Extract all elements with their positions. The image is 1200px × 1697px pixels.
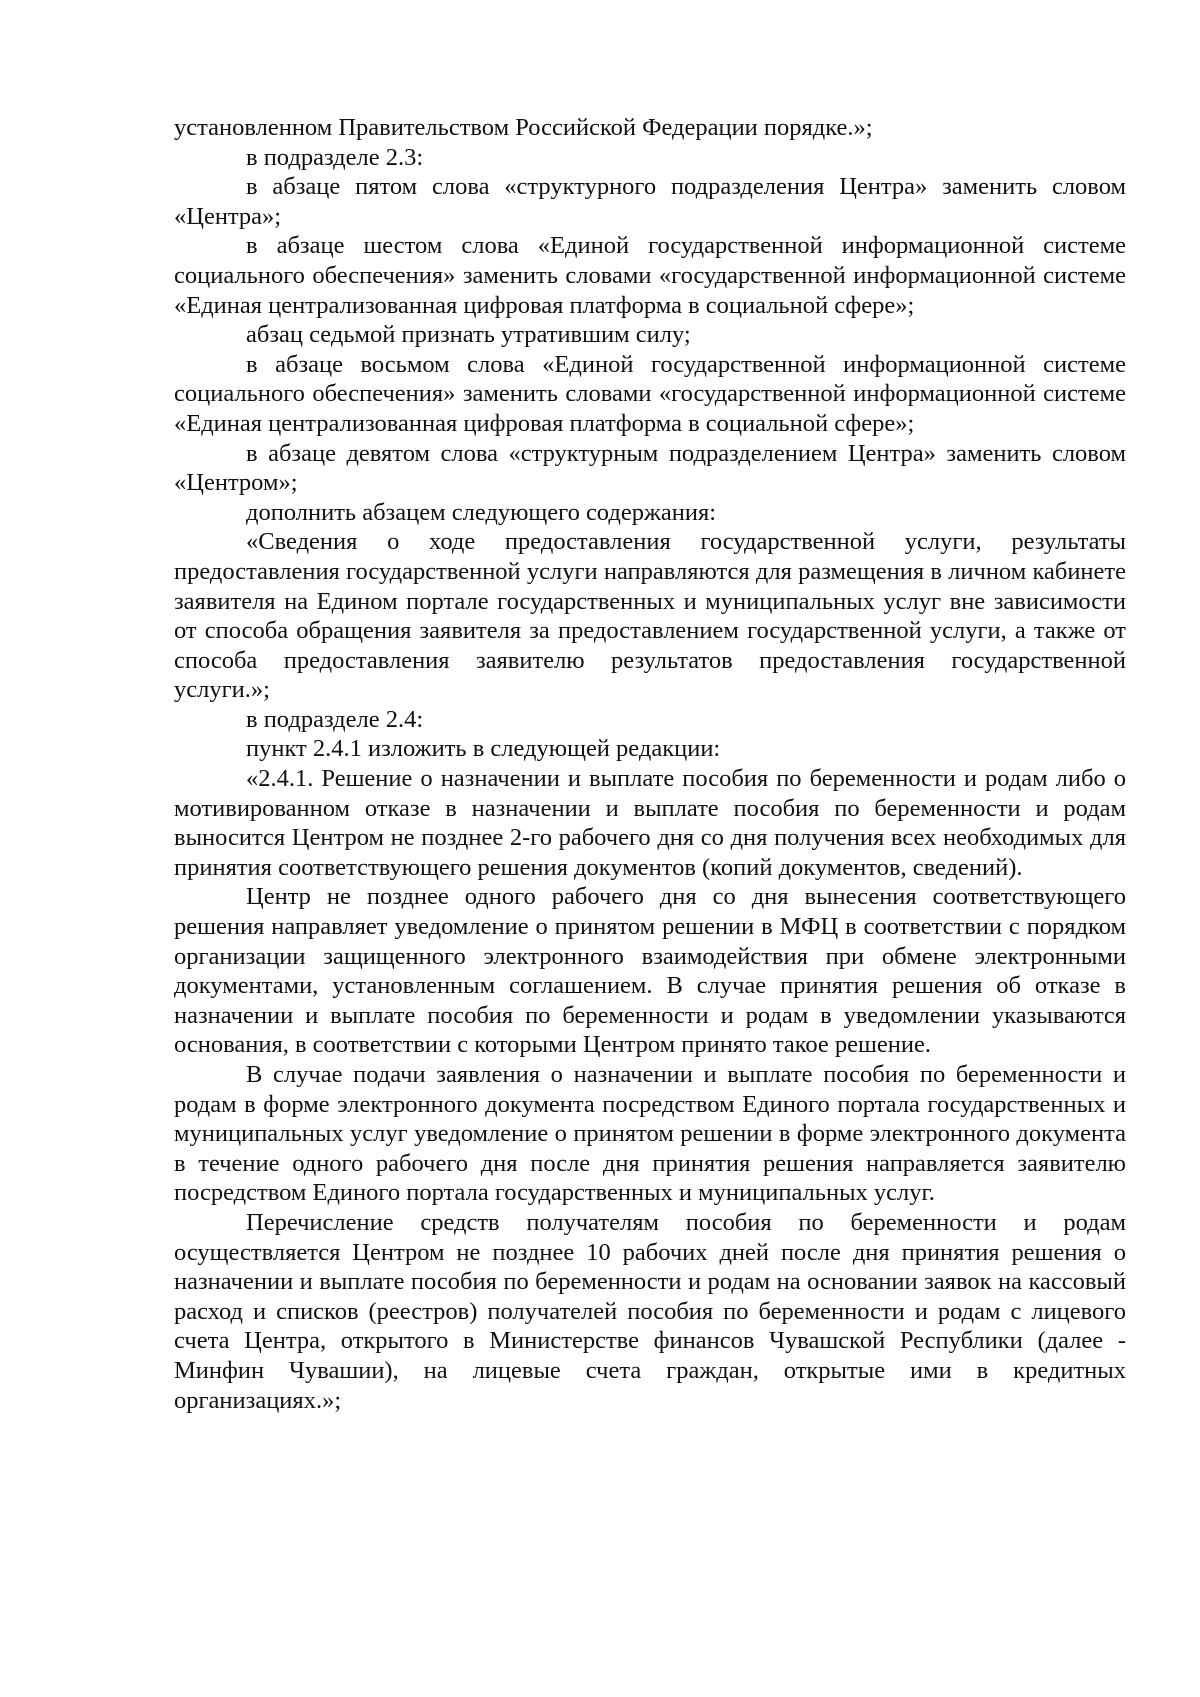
paragraph-centre-notice: Центр не позднее одного рабочего дня со дня вынесения соответствующего решения направляет уведомление о принятом решении в МФЦ в соответствии с порядком организации защищенного электронного взаимодействия при обмене электронными документами, установленным соглашением. В случае принятия решения об отказе в назначении и выплате пособия по беременности и родам в уведомлении указываются основания, в соответствии с которыми Центром принято такое решение. — [174, 883, 1126, 1059]
paragraph-add-abzac: дополнить абзацем следующего содержания: — [246, 498, 717, 526]
paragraph-abzac-5: в абзаце пятом слова «структурного подразделения Центра» заменить словом «Центра»; — [174, 173, 1126, 230]
paragraph-funds-transfer: Перечисление средств получателям пособия по беременности и родам осуществляется Центром не позднее 10 рабочих дней после дня принятия решения о назначении и выплате пособия по беременности и родам на основании заявок на кассовый расход и списков (реестров) получателей пособия по беременности и родам с лицевого счета Центра, открытого в Министерстве финансов Чувашской Республики (далее - Минфин Чувашии), на лицевые счета граждан, открытые ими в кредитных организациях.»; — [174, 1208, 1126, 1414]
paragraph-new-abzac-text: «Сведения о ходе предоставления государственной услуги, результаты предоставления государственной услуги направляются для размещения в личном кабинете заявителя на Едином портале государственных и муниципальных услуг вне зависимости от способа обращения заявителя за предоставлением государственной услуги, а также от способа предоставления заявителю результатов предоставления государственной услуги.»; — [174, 528, 1126, 704]
paragraph-abzac-8: в абзаце восьмом слова «Единой государственной информационной системе социального обеспечения» заменить словами «государственной информационной системе «Единая централизованная цифровая платформа в социальной сфере»; — [174, 350, 1126, 437]
paragraph-item-2-4-1: пункт 2.4.1 изложить в следующей редакции: — [246, 735, 721, 763]
paragraph-abzac-9: в абзаце девятом слова «структурным подразделением Центра» заменить словом «Центром»; — [174, 439, 1126, 497]
paragraph-continuation: установленном Правительством Российской Федерации порядке.»; — [174, 114, 873, 141]
document-body — [174, 113, 1126, 1415]
paragraph-abzac-6: в абзаце шестом слова «Единой государственной информационной системе социального обеспечения» заменить словами «государственной информационной системе «Единая централизованная цифровая платформа в социальной сфере»; — [174, 232, 1126, 319]
paragraph-subsection-2-4: в подразделе 2.4: — [246, 705, 424, 733]
paragraph-2-4-1-text: «2.4.1. Решение о назначении и выплате пособия по беременности и родам либо о мотивированном отказе в назначении и выплате пособия по беременности и родам выносится Центром не позднее 2-го рабочего дня со дня получения всех необходимых для принятия соответствующего решения документов (копий документов, сведений). — [174, 765, 1126, 881]
paragraph-subsection-2-3: в подразделе 2.3: — [246, 143, 424, 171]
paragraph-abzac-7: абзац седьмой признать утратившим силу; — [246, 321, 691, 349]
paragraph-electronic-application: В случае подачи заявления о назначении и выплате пособия по беременности и родам в форме электронного документа посредством Единого портала государственных и муниципальных услуг уведомление о принятом решении в форме электронного документа в течение одного рабочего дня после дня принятия решения направляется заявителю посредством Единого портала государственных и муниципальных услуг. — [174, 1061, 1126, 1207]
